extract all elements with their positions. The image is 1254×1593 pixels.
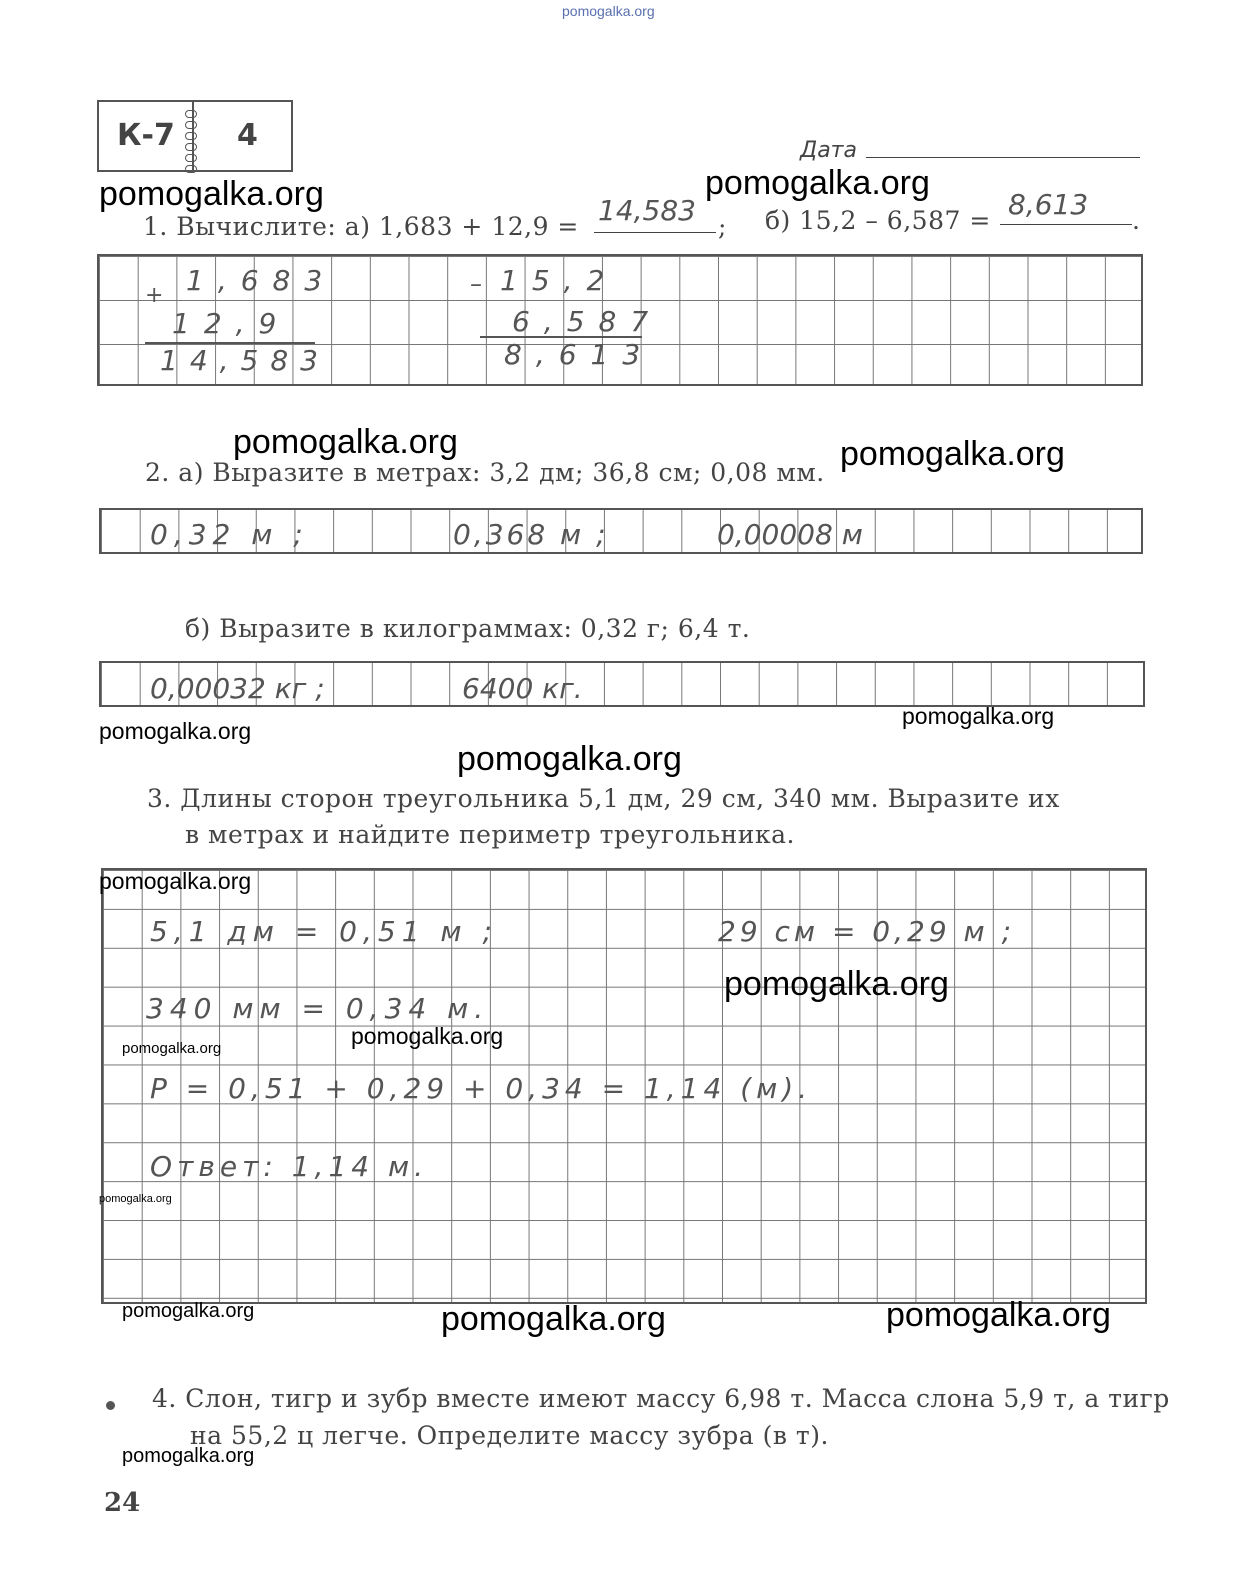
add-row1: 1,683 — [186, 264, 337, 297]
sub-result: 8,613 — [504, 338, 655, 371]
task4-line1: 4. Слон, тигр и зубр вместе имеют массу 6,98 т. Масса слона 5,9 т, а тигр — [152, 1384, 1170, 1413]
watermark: pomogalka.org — [122, 1300, 255, 1322]
task1-text-a: 1. Вычислите: а) 1,683 + 12,9 = — [143, 212, 579, 241]
task2a-text: 2. а) Выразите в метрах: 3,2 дм; 36,8 см; 0,08 мм. — [145, 458, 825, 487]
watermark: pomogalka.org — [886, 1296, 1111, 1334]
task1-answer-a: 14,583 — [598, 194, 696, 227]
task3-line2: в метрах и найдите периметр треугольника. — [185, 820, 795, 849]
task2a-answer-3: 0,00008 м — [717, 518, 863, 551]
sub-sign: – — [470, 270, 482, 298]
task3-row1b: 29 см = 0,29 м ; — [718, 915, 1016, 948]
task3-row2: 340 мм = 0,34 м. — [146, 992, 490, 1025]
watermark: pomogalka.org — [122, 1445, 255, 1467]
page-number: 24 — [104, 1488, 141, 1518]
task1-semicolon: ; — [718, 212, 727, 241]
task1-answer-b: 8,613 — [1008, 188, 1089, 221]
sub-row1: 15,2 — [500, 264, 619, 297]
task1-text-b: б) 15,2 – 6,587 = — [765, 206, 991, 235]
task2a-answer-2: 0,368 м ; — [453, 518, 609, 551]
watermark: pomogalka.org — [99, 868, 252, 894]
task2a-answer-1: 0,32 м ; — [150, 518, 309, 551]
binder-rings-icon — [185, 110, 199, 176]
task2b-text: б) Выразите в килограммах: 0,32 г; 6,4 т. — [185, 614, 751, 643]
watermark: pomogalka.org — [99, 718, 252, 744]
watermark: pomogalka.org — [122, 1040, 222, 1057]
watermark: pomogalka.org — [441, 1300, 666, 1338]
sub-row2: 6,587 — [512, 305, 663, 338]
answer-line-b — [1000, 224, 1132, 225]
task3-row1a: 5,1 дм = 0,51 м ; — [150, 915, 498, 948]
answer-line-a — [594, 232, 716, 233]
top-watermark-link[interactable]: pomogalka.org — [562, 3, 655, 19]
watermark: pomogalka.org — [724, 965, 949, 1003]
watermark: pomogalka.org — [705, 164, 930, 202]
variant-number: 4 — [237, 118, 258, 153]
task4-line2: на 55,2 ц легче. Определите массу зубра (в т). — [190, 1421, 829, 1450]
watermark: pomogalka.org — [351, 1023, 504, 1049]
bullet-icon — [106, 1401, 115, 1410]
watermark: pomogalka.org — [840, 435, 1065, 473]
date-label: Дата — [800, 138, 857, 163]
task2b-answer-2: 6400 кг. — [462, 672, 583, 705]
add-row2: 12,9 — [172, 307, 291, 340]
watermark: pomogalka.org — [233, 423, 458, 461]
watermark: pomogalka.org — [99, 175, 324, 213]
watermark: pomogalka.org — [902, 703, 1055, 729]
add-result: 14,583 — [160, 344, 330, 377]
task3-line1: 3. Длины сторон треугольника 5,1 дм, 29 см, 340 мм. Выразите их — [147, 784, 1060, 813]
add-sign: + — [145, 283, 164, 308]
variant-box — [97, 100, 293, 172]
watermark: pomogalka.org — [457, 740, 682, 778]
date-line[interactable] — [866, 157, 1140, 158]
test-code: К-7 — [117, 118, 175, 153]
task1-period: . — [1132, 206, 1141, 235]
watermark: pomogalka.org — [99, 1193, 172, 1205]
task3-row3: P = 0,51 + 0,29 + 0,34 = 1,14 (м). — [150, 1072, 813, 1105]
task3-row4: Ответ: 1,14 м. — [150, 1150, 428, 1183]
task2b-answer-1: 0,00032 кг ; — [150, 672, 325, 705]
